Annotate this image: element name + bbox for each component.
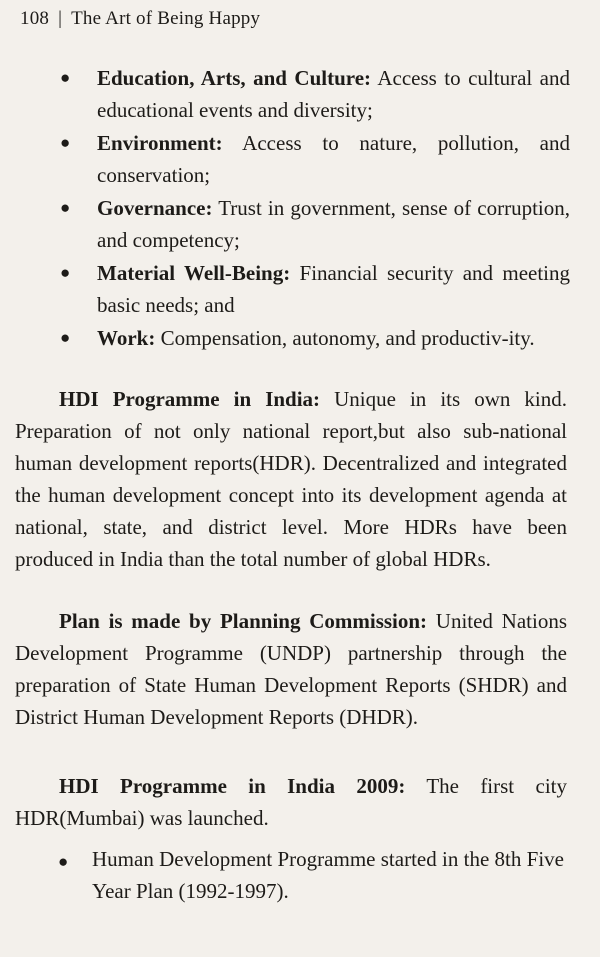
list-item-material-wellbeing [0, 257, 600, 321]
list-item-governance [0, 192, 600, 256]
page-number: 108 [20, 8, 50, 29]
paragraph-text: The first city HDR(Mumbai) was launched. [15, 774, 567, 830]
bullet-text: Trust in government, sense of corruption, and competency; [97, 196, 570, 252]
bullet-term: Material Well-Being: [97, 261, 291, 285]
bullet-term: Work: [97, 326, 156, 350]
paragraph-text: United Nations Development Programme (UNDP) partnership through the preparation of State Human Development Reports (SHDR) and District Human Development Reports (DHDR). [15, 609, 567, 729]
bullet-text: Human Development Programme started in the 8th Five Year Plan (1992-1997). [92, 847, 564, 903]
bullet-term: Governance: [97, 196, 213, 220]
paragraph-hdi-2009 [15, 770, 567, 834]
bullet-text: Access to nature, pollution, and conservation; [97, 131, 570, 187]
bullet-list [0, 62, 600, 355]
paragraph-term: Plan is made by Planning Commission: [59, 609, 428, 633]
bullet-dot-icon: ● [60, 263, 71, 282]
list-item-environment [0, 127, 600, 191]
list-item-work [0, 322, 600, 354]
paragraph-term: HDI Programme in India 2009: [59, 774, 406, 798]
paragraph-planning-commission [15, 605, 567, 733]
bullet-term: Education, Arts, and Culture: [97, 66, 372, 90]
bullet-dot-icon: ● [58, 852, 69, 871]
paragraph-hdi-india [15, 383, 567, 575]
paragraph-term: HDI Programme in India: [59, 387, 321, 411]
bullet-text: Access to cultural and educational events and diversity; [97, 66, 571, 122]
bullet-term: Environment: [97, 131, 223, 155]
running-head [20, 8, 260, 30]
bullet-text: Compensation, autonomy, and productiv-ity. [155, 326, 535, 350]
bullet-dot-icon: ● [60, 133, 71, 152]
header-separator: | [58, 8, 63, 29]
bullet-dot-icon: ● [60, 328, 71, 347]
list-item-education [0, 62, 600, 126]
paragraph-text: Unique in its own kind. Preparation of not only national report,but also sub-national human development reports(HDR). Decentralized and integrated the human development concept into its development agenda at national, state, and district level. More HDRs have been produced in India than the total number of global HDRs. [15, 387, 567, 571]
book-title: The Art of Being Happy [71, 8, 261, 29]
bullet-dot-icon: ● [60, 68, 71, 87]
bullet-dot-icon: ● [60, 198, 71, 217]
bullet-text: Financial security and meeting basic needs; and [97, 261, 571, 317]
